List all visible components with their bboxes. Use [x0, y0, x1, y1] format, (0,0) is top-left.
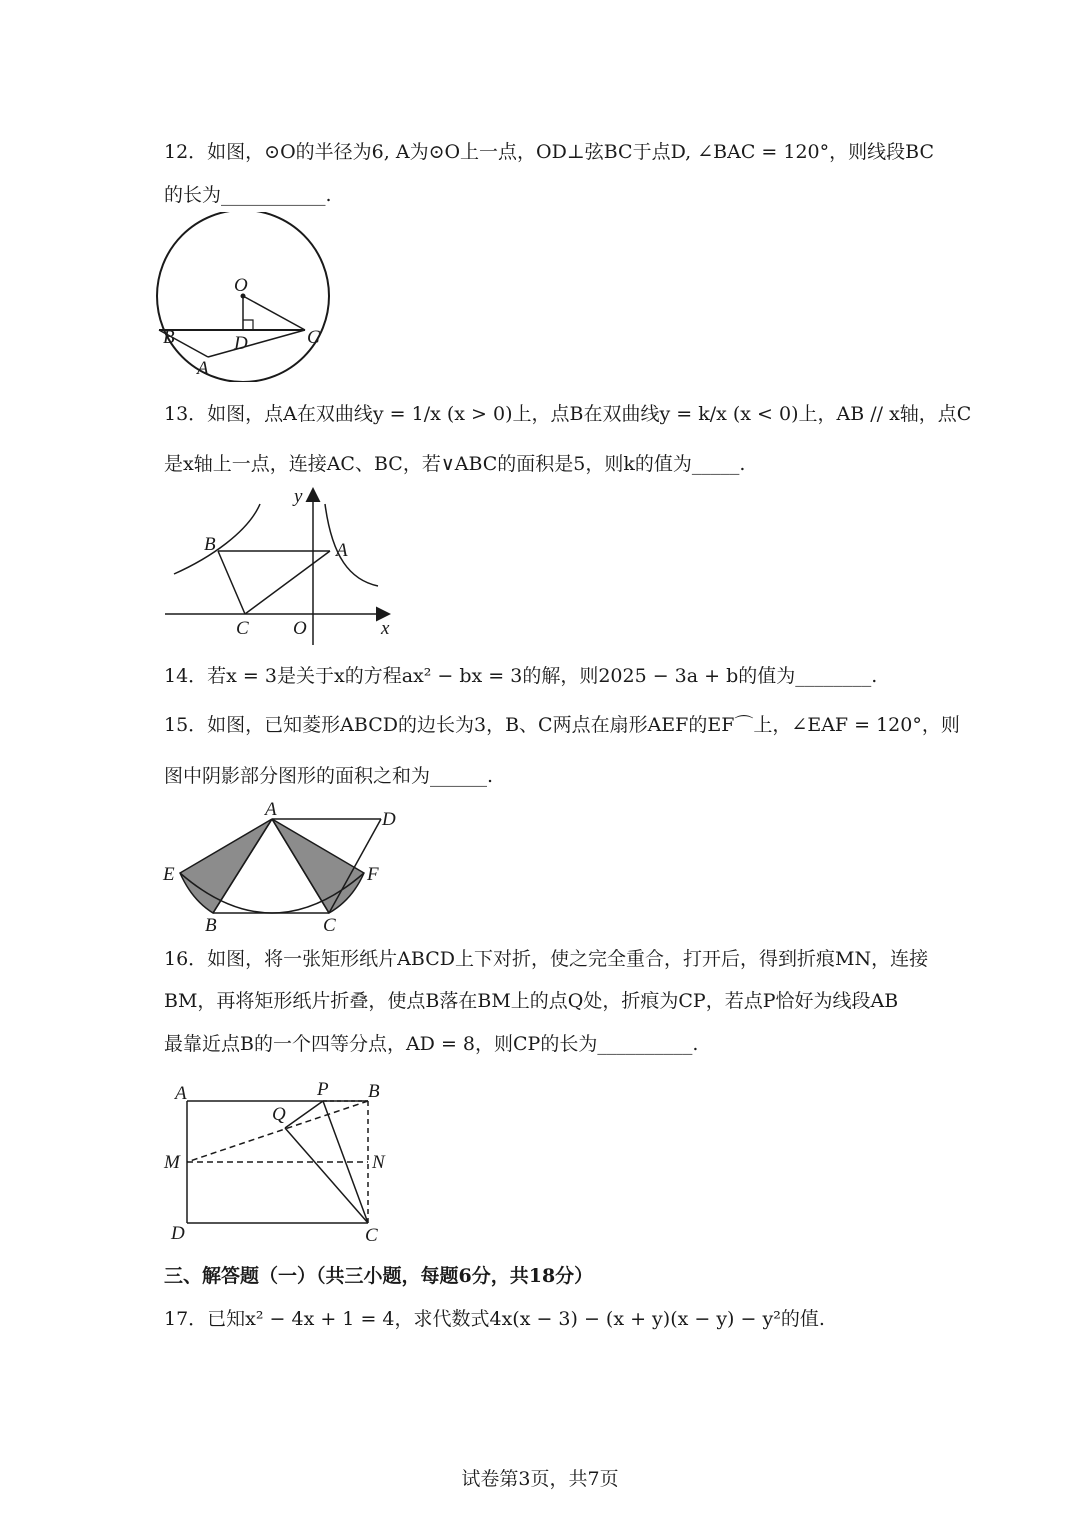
q16-line2: BM，再将矩形纸片折叠，使点B落在BM上的点Q处，折痕为CP，若点P恰好为线段AB — [164, 990, 899, 1012]
q12-line2: 的长为___________. — [164, 184, 332, 206]
q16-label-m: M — [164, 1152, 180, 1173]
q12-label-a: A — [197, 358, 209, 379]
q16-line3: 最靠近点B的一个四等分点，AD = 8，则CP的长为__________. — [164, 1033, 699, 1055]
q13-label-o: O — [293, 618, 307, 639]
q14-line1: 14．若x = 3是关于x的方程ax² − bx = 3的解，则2025 − 3a + b的值为________. — [164, 665, 878, 687]
q15-line2: 图中阴影部分图形的面积之和为______. — [164, 765, 494, 787]
q16-segment-qc — [285, 1128, 368, 1223]
q15-shaded-right — [272, 819, 364, 913]
page-footer: 试卷第3页，共7页 — [461, 1468, 619, 1490]
q15-label-b: B — [205, 915, 217, 935]
q15-shaded-left — [180, 819, 272, 913]
q15-label-c: C — [323, 915, 336, 935]
q16-label-q: Q — [272, 1104, 286, 1125]
q17-line1: 17．已知x² − 4x + 1 = 4，求代数式4x(x − 3) − (x + y)(x − y) − y²的值. — [164, 1308, 825, 1330]
q13-label-a: A — [336, 540, 348, 561]
q12-label-o: O — [234, 275, 248, 296]
q16-figure — [160, 1075, 400, 1247]
q13-segment-ac — [245, 551, 330, 614]
q15-label-d: D — [382, 809, 396, 830]
q12-label-b: B — [163, 327, 175, 348]
q12-label-c: C — [307, 327, 320, 348]
q13-line2: 是x轴上一点，连接AC、BC，若∨ABC的面积是5，则k的值为_____. — [164, 453, 746, 475]
q13-curve-b — [174, 504, 260, 574]
q13-label-c: C — [236, 618, 249, 639]
q16-label-c: C — [365, 1225, 378, 1246]
q15-label-a: A — [265, 799, 277, 820]
q12-segment-ac — [208, 330, 305, 357]
q16-segment-pq — [285, 1101, 323, 1128]
q13-figure — [160, 482, 400, 647]
q13-label-x: x — [381, 618, 390, 639]
q13-segment-bc — [218, 551, 245, 614]
section3-heading: 三、解答题（一）（共三小题，每题6分，共18分） — [164, 1265, 594, 1287]
q13-curve-a — [325, 504, 378, 586]
q12-right-angle-mark — [243, 320, 253, 330]
q13-line1: 13．如图，点A在双曲线y = 1/x (x > 0)上，点B在双曲线y = k/x (x < 0)上，AB // x轴，点C — [164, 403, 972, 425]
q13-label-y: y — [294, 486, 303, 507]
q12-segment-oc — [243, 296, 305, 330]
q16-label-d: D — [171, 1223, 185, 1244]
q15-line1: 15．如图，已知菱形ABCD的边长为3，B、C两点在扇形AEF的EF⌒上，∠EAF = 120°，则 — [164, 714, 960, 736]
q15-label-e: E — [163, 864, 175, 885]
q15-figure — [160, 795, 410, 935]
q12-figure — [155, 212, 370, 382]
q12-label-d: D — [234, 333, 248, 354]
q12-line1: 12．如图，⊙O的半径为6, A为⊙O上一点，OD⊥弦BC于点D, ∠BAC = 120°，则线段BC — [164, 141, 934, 163]
q16-label-a: A — [175, 1083, 187, 1104]
q16-label-p: P — [317, 1079, 329, 1100]
q16-label-n: N — [372, 1152, 385, 1173]
q15-label-f: F — [367, 864, 379, 885]
q16-line1: 16．如图，将一张矩形纸片ABCD上下对折，使之完全重合，打开后，得到折痕MN，连接 — [164, 948, 929, 970]
q16-label-b: B — [368, 1081, 380, 1102]
q13-label-b: B — [204, 534, 216, 555]
